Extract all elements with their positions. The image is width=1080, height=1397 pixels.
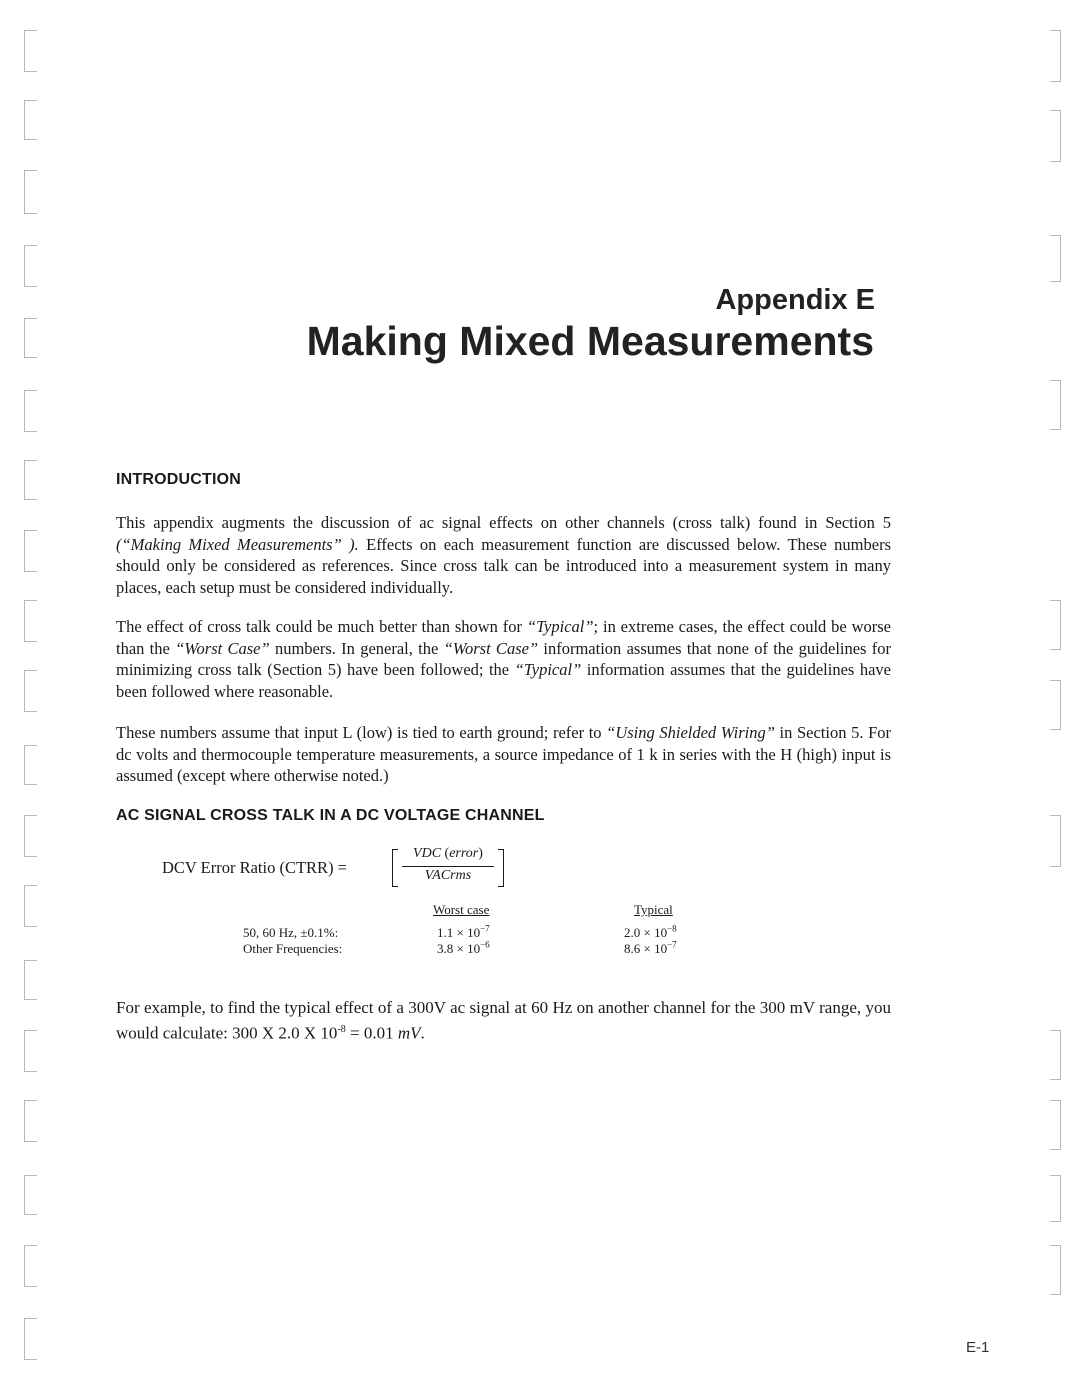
text-run: in Section 5. For dc volts and thermocouple temperature measurements, a source impedance of 1 k in series with the H (high) input is assumed (except where otherwise noted.) bbox=[116, 723, 891, 785]
numerator-paren-open: ( bbox=[441, 846, 450, 861]
scan-edge-right bbox=[1050, 680, 1061, 730]
text-run-italic: “Worst Case” bbox=[175, 638, 270, 658]
right-bracket bbox=[498, 849, 504, 887]
formula-lhs: DCV Error Ratio (CTRR) = bbox=[162, 858, 347, 877]
worst-value: $3.8 \times 10^{-6}$ bbox=[437, 939, 490, 956]
scan-edge-right bbox=[1050, 110, 1061, 162]
scan-edge-left bbox=[24, 745, 37, 785]
typical-value: $8.6 \times 10^{-7}$ bbox=[624, 939, 677, 956]
scan-edge-right bbox=[1050, 1175, 1061, 1222]
introduction-heading: INTRODUCTION bbox=[116, 471, 242, 488]
scan-edge-right bbox=[1050, 235, 1061, 282]
text-run: For example, to find the typical effect of a 300V ac signal at 60 Hz on another channel for the 300 mV range, you would calculate: 300 X 2.0 X 10 bbox=[116, 998, 891, 1043]
scan-edge-left bbox=[24, 100, 37, 140]
numerator-symbol: VDC bbox=[413, 846, 442, 861]
text-run: information assumes that the guidelines have been followed where reasonable. bbox=[116, 660, 891, 701]
page-number: E-1 bbox=[966, 1339, 990, 1356]
scan-edge-right bbox=[1050, 815, 1061, 867]
formula-fraction bbox=[392, 846, 504, 888]
scan-edge-right bbox=[1050, 600, 1061, 650]
row-label: Other Frequencies: bbox=[243, 941, 343, 956]
fraction-bar bbox=[402, 866, 494, 867]
scan-edge-right bbox=[1050, 1245, 1061, 1295]
section-heading: AC SIGNAL CROSS TALK IN A DC VOLTAGE CHANNEL bbox=[116, 807, 545, 824]
text-run: numbers. In general, the bbox=[269, 638, 444, 658]
text-run: The effect of cross talk could be much better than shown for bbox=[116, 617, 527, 636]
scan-edge-left bbox=[24, 170, 37, 214]
intro-paragraph-2 bbox=[116, 616, 891, 702]
example-paragraph bbox=[116, 997, 891, 1045]
text-run: = 0.01 bbox=[345, 1023, 398, 1043]
scan-edge-left bbox=[24, 600, 37, 642]
scan-edge-right bbox=[1050, 380, 1061, 430]
numerator-error: error bbox=[449, 846, 479, 861]
typical-value: $2.0 \times 10^{-8}$ bbox=[624, 923, 677, 940]
col-header-typical: Typical bbox=[634, 902, 673, 917]
appendix-label: Appendix E bbox=[715, 284, 875, 316]
ctrr-formula bbox=[162, 846, 562, 890]
scan-edge-left bbox=[24, 1318, 37, 1360]
scan-edge-right bbox=[1050, 30, 1061, 82]
text-run-italic: “Typical” bbox=[514, 660, 582, 679]
scan-edge-left bbox=[24, 1030, 37, 1072]
scan-edge-left bbox=[24, 885, 37, 927]
left-bracket bbox=[392, 849, 398, 887]
scan-edge-left bbox=[24, 1245, 37, 1287]
text-run-italic: (“Making Mixed Measurements” ). bbox=[116, 534, 359, 554]
text-run-italic: “Using Shielded Wiring” bbox=[606, 723, 775, 742]
intro-paragraph-3 bbox=[116, 722, 891, 787]
unit: mV bbox=[397, 1023, 421, 1043]
scan-edge-left bbox=[24, 670, 37, 712]
scan-edge-left bbox=[24, 390, 37, 432]
scan-edge-left bbox=[24, 245, 37, 287]
scan-edge-right bbox=[1050, 1100, 1061, 1150]
text-run: ; in extreme cases, the effect could be worse than the bbox=[116, 617, 892, 658]
text-run: These numbers assume that input L (low) is tied to earth ground; refer to bbox=[116, 723, 607, 742]
worst-value: $1.1 \times 10^{-7}$ bbox=[437, 923, 490, 940]
exponent: -8 bbox=[337, 1024, 346, 1035]
formula-numerator bbox=[400, 846, 496, 862]
row-label: 50, 60 Hz, ±0.1%: bbox=[243, 925, 339, 940]
scan-edge-left bbox=[24, 460, 37, 500]
numerator-paren-close: ) bbox=[478, 846, 483, 861]
page-title: Making Mixed Measurements bbox=[306, 318, 874, 364]
text-run: This appendix augments the discussion of ac signal effects on other channels (cross talk) found in Section 5 bbox=[116, 513, 891, 532]
text-run-italic: “Worst Case” bbox=[443, 638, 539, 658]
scan-edge-left bbox=[24, 1175, 37, 1215]
text-run: . bbox=[420, 1023, 425, 1043]
intro-paragraph-1 bbox=[116, 512, 891, 598]
scan-edge-left bbox=[24, 530, 37, 572]
col-header-worst-case: Worst case bbox=[433, 902, 490, 917]
text-run-italic: “Typical” bbox=[526, 617, 594, 636]
scan-edge-left bbox=[24, 815, 37, 857]
formula-denominator: VACrms bbox=[424, 868, 472, 883]
scan-edge-left bbox=[24, 30, 37, 72]
scan-edge-right bbox=[1050, 1030, 1061, 1080]
scan-edge-left bbox=[24, 960, 37, 1000]
text-run: information assumes that none of the guidelines for minimizing cross talk (Section 5) have been followed; the bbox=[116, 638, 891, 679]
scan-edge-left bbox=[24, 1100, 37, 1142]
scan-edge-left bbox=[24, 318, 37, 358]
text-run: Effects on each measurement function are discussed below. These numbers should only be considered as references. Since cross talk can be introduced into a measurement system in many places, each setup must be considered individually. bbox=[116, 534, 892, 597]
